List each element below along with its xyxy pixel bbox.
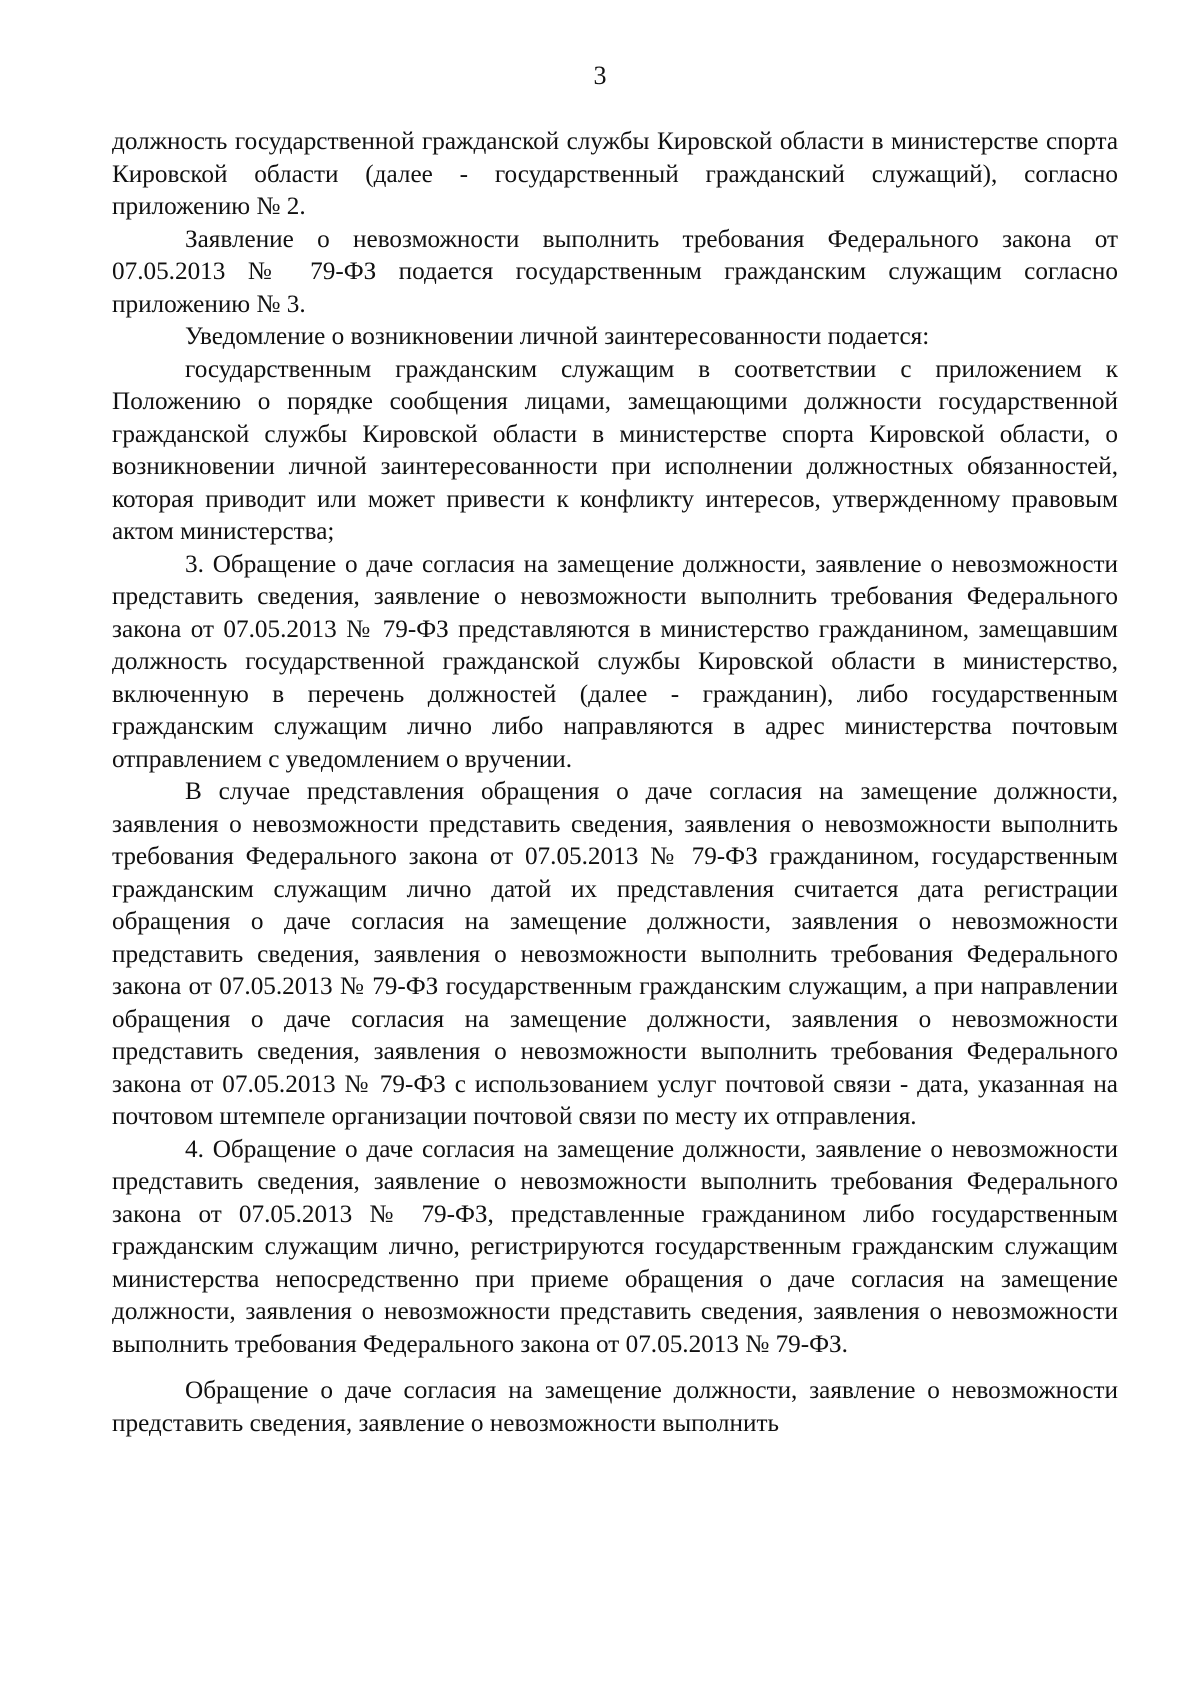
paragraph-notification-civil-servant: государственным гражданским служащим в соответствии с приложением к Положению о порядке сообщения лицами, замещающими должности государственной гражданской службы Кировской области в министерстве спорта Кировской области, о возникновении личной заинтересованности при исполнении должностных обязанностей, которая приводит или может привести к конфликту интересов, утвержденному правовым актом министерства; (112, 355, 1118, 545)
paragraph-notification-intro: Уведомление о возникновении личной заинтересованности подается: (185, 323, 930, 350)
paragraph-item-3: 3. Обращение о даче согласия на замещение должности, заявление о невозможности представить сведения, заявление о невозможности выполнить требования Федерального закона от 07.05.2013 № 79-ФЗ представляются в министерство гражданином, замещавшим должность государственной гражданской службы Кировской области в министерство, включенную в перечень должностей (далее - гражданин), либо государственным гражданским служащим лично либо направляются в адрес министерства почтовым отправлением с уведомлением о вручении. (112, 550, 1118, 773)
paragraph-last: Обращение о даче согласия на замещение должности, заявление о невозможности представить сведения, заявление о невозможности выполнить (112, 1377, 1118, 1437)
paragraph-continuation: должность государственной гражданской службы Кировской области в министерстве спорта Кировской области (далее - государственный гражданский служащий), согласно приложению № 2. (112, 128, 1118, 220)
page-number: 3 (593, 61, 607, 90)
paragraph-statement-impossibility: Заявление о невозможности выполнить требования Федерального закона от 07.05.2013 № 79-ФЗ подается государственным гражданским служащим согласно приложению № 3. (112, 225, 1118, 318)
paragraph-item-4: 4. Обращение о даче согласия на замещение должности, заявление о невозможности представить сведения, заявление о невозможности выполнить требования Федерального закона от 07.05.2013 № 79-ФЗ, представленные гражданином либо государственным гражданским служащим лично, регистрируются государственным гражданским служащим министерства непосредственно при приеме обращения о даче согласия на замещение должности, заявления о невозможности представить сведения, заявления о невозможности выполнить требования Федерального закона от 07.05.2013 № 79-ФЗ. (112, 1135, 1118, 1358)
document-body (112, 126, 1118, 1440)
paragraph-submission-date: В случае представления обращения о даче согласия на замещение должности, заявления о невозможности представить сведения, заявления о невозможности выполнить требования Федерального закона от 07.05.2013 № 79-ФЗ гражданином, государственным гражданским служащим лично датой их представления считается дата регистрации обращения о даче согласия на замещение должности, заявления о невозможности представить сведения, заявления о невозможности выполнить требования Федерального закона от 07.05.2013 № 79-ФЗ государственным гражданским служащим, а при направлении обращения о даче согласия на замещение должности, заявления о невозможности представить сведения, заявления о невозможности выполнить требования Федерального закона от 07.05.2013 № 79-ФЗ с использованием услуг почтовой связи - дата, указанная на почтовом штемпеле организации почтовой связи по месту их отправления. (112, 778, 1118, 1130)
